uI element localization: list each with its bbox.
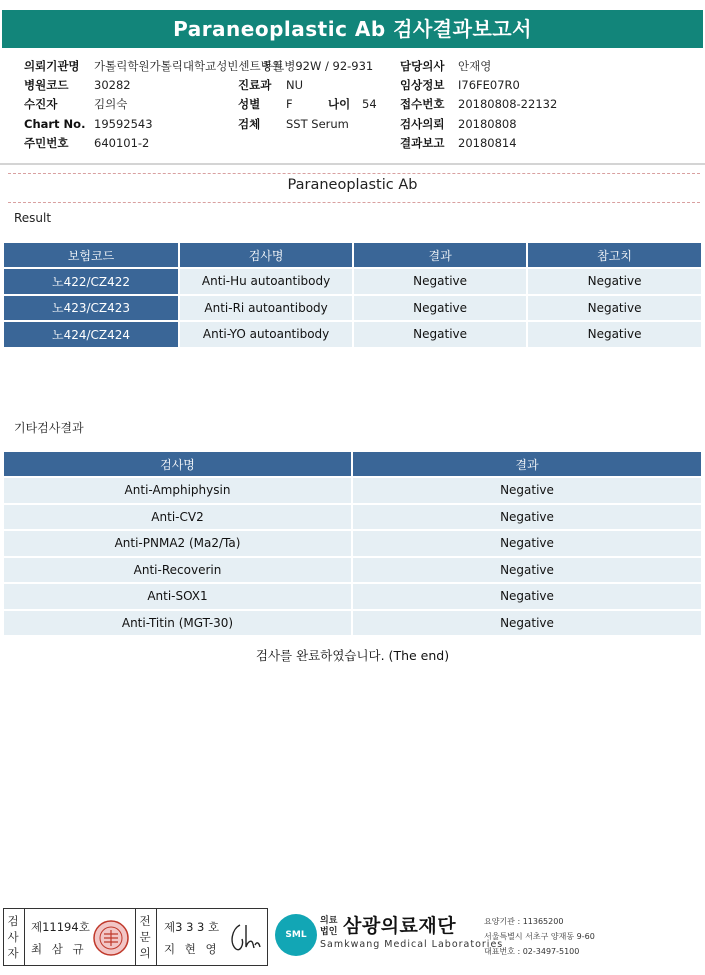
insurance-code: 노422/CZ422 [4,269,178,294]
examiner-license: 제11194호 [31,920,90,934]
test-name: Anti-Ri autoantibody [180,296,352,321]
info-value: I76FE07R0 [458,78,520,93]
divider [156,909,157,965]
test-name: Anti-Amphiphysin [4,478,351,503]
org-type [320,916,340,938]
result-table [2,241,703,349]
specimen-value: SST Serum [286,116,349,131]
info-value: 가톨릭학원가톨릭대학교성빈센트병원 [94,59,283,73]
test-result: Negative [353,505,701,530]
test-name: Anti-Recoverin [4,558,351,583]
sex-label: 성별 [238,97,261,112]
info-label: 수진자 [24,97,58,112]
test-name: Anti-SOX1 [4,584,351,609]
org-address: 서울특별시 서초구 양재동 9-60 [484,932,595,941]
org-phone: 대표번호 : 02-3497-5100 [484,947,580,956]
column-header: 결과 [354,243,526,267]
approver-label: 전문의 [139,914,151,960]
table-row [4,322,701,347]
test-name: Anti-YO autoantibody [180,322,352,347]
section-divider-bottom [8,202,700,203]
patient-info-right [400,57,557,153]
org-english-name: Samkwang Medical Laboratories [320,939,504,950]
column-header: 보험코드 [4,243,178,267]
section-divider-top [8,173,700,174]
sml-logo-icon: SML [275,914,317,956]
test-name: Anti-Titin (MGT-30) [4,611,351,636]
table-row [4,478,701,503]
info-label: 주민번호 [24,135,69,150]
org-code: 요양기관 : 11365200 [484,917,564,926]
test-result: Negative [354,296,526,321]
org-name: 삼광의료재단 [343,915,457,937]
info-label: 검사의뢰 [400,116,445,131]
end-note: 검사를 완료하였습니다. (The end) [255,648,450,663]
table-row [4,584,701,609]
test-result: Negative [354,269,526,294]
examiner-label: 검사자 [7,914,19,960]
sex-value: F [286,97,293,112]
patient-info-middle [238,76,377,134]
info-label: 결과보고 [400,135,445,150]
reference-value: Negative [528,296,701,321]
info-label: 병원코드 [24,78,69,93]
divider [135,909,136,965]
reference-value: Negative [528,322,701,347]
reference-value: Negative [528,269,701,294]
report-title: Paraneoplastic Ab 검사결과보고서 [2,10,703,48]
test-name: Anti-PNMA2 (Ma2/Ta) [4,531,351,556]
test-name: Anti-Hu autoantibody [180,269,352,294]
info-label: 임상정보 [400,78,445,93]
table-row [4,269,701,294]
info-label: 접수번호 [400,97,445,112]
test-name: Anti-CV2 [4,505,351,530]
table-header-row [4,243,701,267]
report-footer [0,908,705,968]
dept-value: NU [286,78,304,93]
result-heading: Result [14,211,52,225]
column-header: 결과 [353,452,701,476]
info-value: 안재영 [458,59,492,73]
table-row [4,296,701,321]
info-label: 담당의사 [400,59,445,73]
table-header-row [4,452,701,476]
info-value: 김의숙 [94,97,128,112]
dept-label: 진료과 [238,78,272,93]
info-value: 30282 [94,78,131,93]
info-value: 20180808-22132 [458,97,558,112]
insurance-code: 노424/CZ424 [4,322,178,347]
org-contact-info [484,914,595,959]
table-row [4,531,701,556]
examiner-name: 최 삼 규 [31,942,87,956]
signature-box [3,908,268,966]
insurance-code: 노423/CZ423 [4,296,178,321]
ward-value: 동트병92W / 92-931 [262,59,374,73]
column-header: 검사명 [180,243,352,267]
info-label: Chart No. [24,116,86,131]
specimen-label: 검체 [238,116,261,131]
info-value: 19592543 [94,116,153,131]
other-results-table [2,450,703,637]
table-row [4,611,701,636]
other-results-heading: 기타검사결과 [14,421,84,435]
info-value: 640101-2 [94,135,150,150]
org-type-text: 의료법인 [320,916,338,937]
signature-icon [226,921,262,955]
info-value: 20180808 [458,116,517,131]
divider [24,909,25,965]
test-result: Negative [353,478,701,503]
header-divider [0,163,705,165]
section-title: Paraneoplastic Ab [287,177,418,193]
table-row [4,558,701,583]
age-value: 54 [362,97,377,112]
test-result: Negative [353,584,701,609]
info-value: 20180814 [458,135,517,150]
test-result: Negative [353,611,701,636]
age-label: 나이 [328,97,351,112]
examiner-seal-icon [92,919,130,957]
test-result: Negative [353,531,701,556]
test-result: Negative [354,322,526,347]
ward-info [262,57,373,76]
approver-name: 지 현 영 [164,942,220,956]
table-row [4,505,701,530]
info-label: 의뢰기관명 [24,59,80,73]
column-header: 참고치 [528,243,701,267]
approver-license: 제3 3 3 호 [164,920,220,934]
test-result: Negative [353,558,701,583]
column-header: 검사명 [4,452,351,476]
